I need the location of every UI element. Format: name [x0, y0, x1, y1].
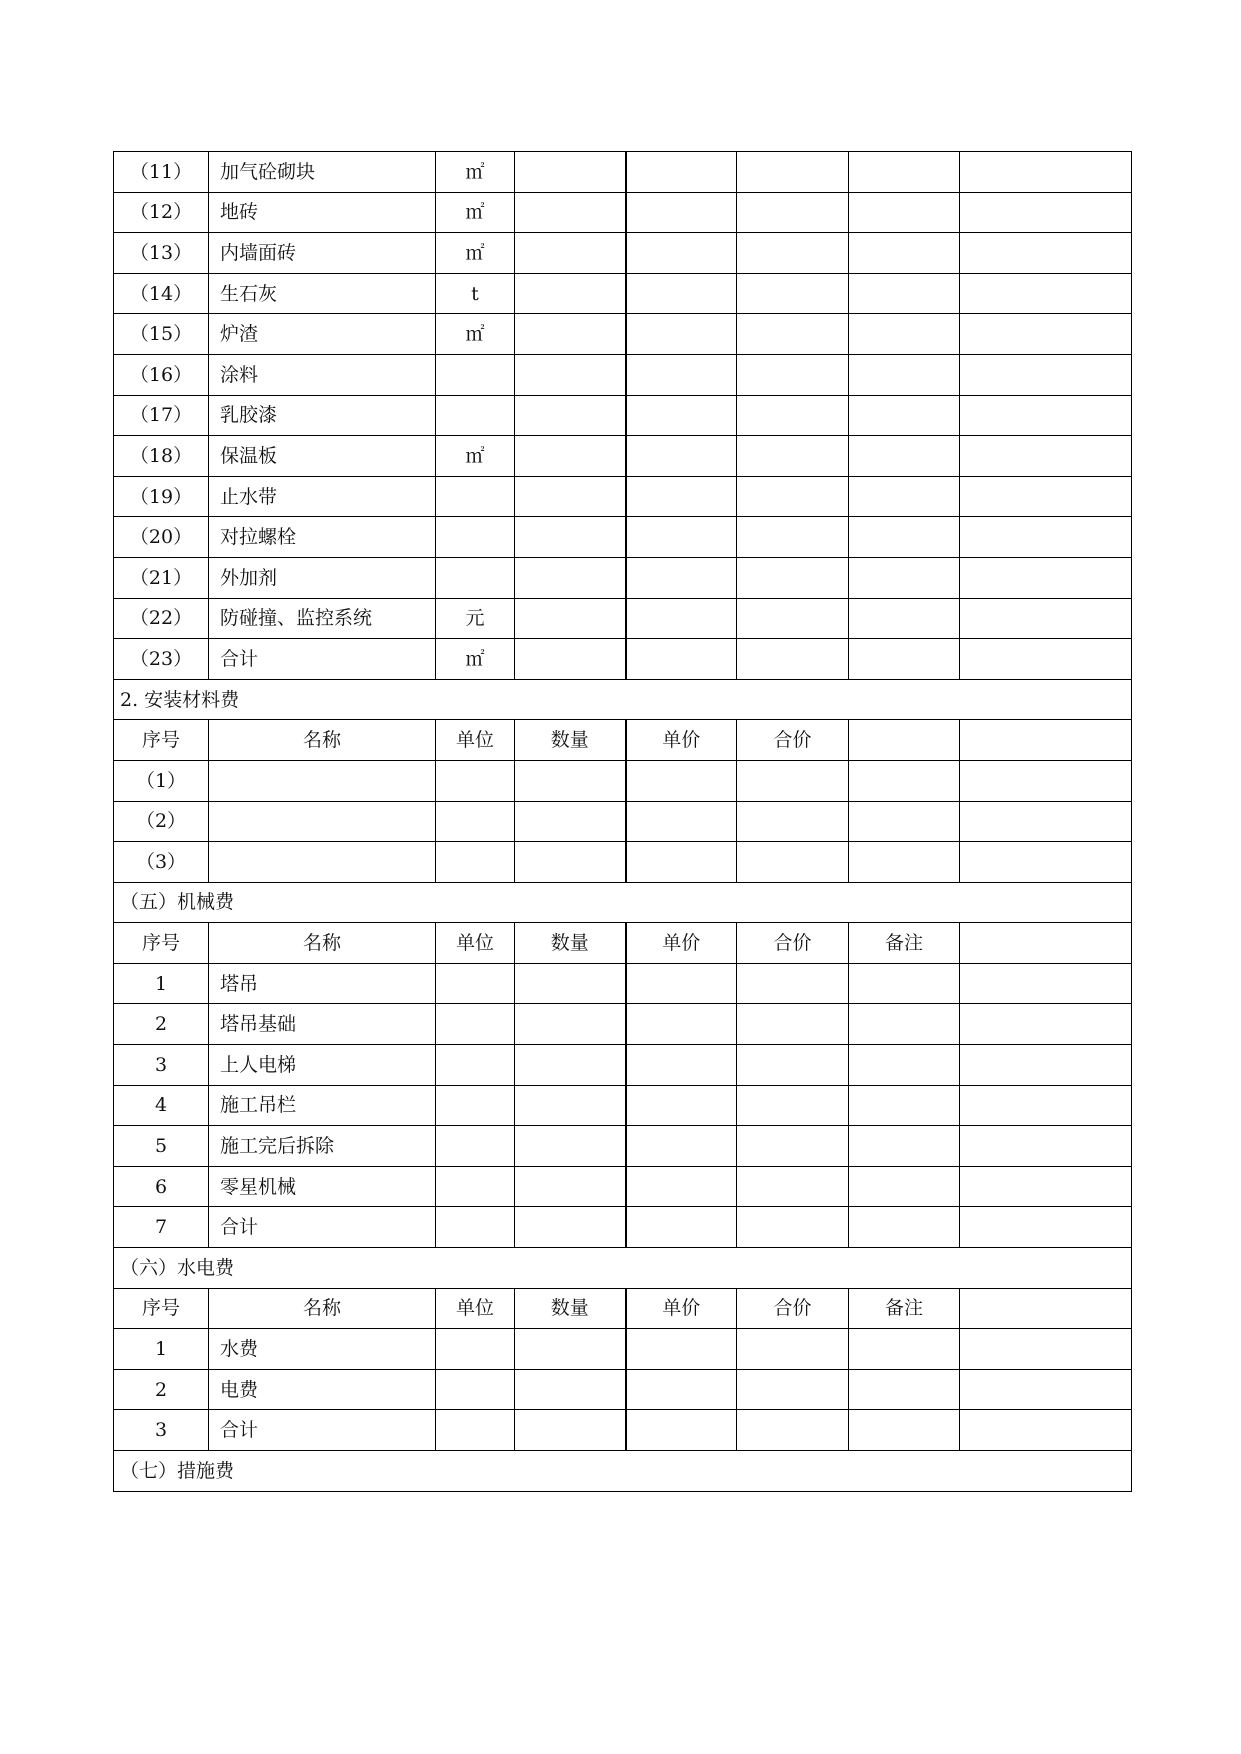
row-quantity-cell [515, 1085, 626, 1126]
row-quantity-cell [515, 1410, 626, 1451]
row-number-cell: （2） [114, 801, 209, 842]
header-unit: 单位 [436, 923, 515, 964]
row-unit-price-cell [626, 354, 737, 395]
row-total-price-cell [737, 639, 849, 680]
row-name-cell [209, 760, 436, 801]
row-extra-cell [960, 1126, 1132, 1167]
row-extra-cell [960, 1045, 1132, 1086]
row-quantity-cell [515, 842, 626, 883]
row-remark-cell [849, 152, 960, 193]
row-number-cell: （23） [114, 639, 209, 680]
header-number: 序号 [114, 720, 209, 761]
utilities-row [114, 1410, 1132, 1451]
row-number-cell: 1 [114, 1329, 209, 1370]
row-unit-price-cell [626, 476, 737, 517]
header-remark [849, 720, 960, 761]
row-number-cell: （19） [114, 476, 209, 517]
row-unit-price-cell [626, 1207, 737, 1248]
row-name-cell: 电费 [209, 1369, 436, 1410]
row-extra-cell [960, 354, 1132, 395]
machinery-row [114, 1207, 1132, 1248]
row-remark-cell [849, 1166, 960, 1207]
row-remark-cell [849, 1126, 960, 1167]
header-unit: 单位 [436, 720, 515, 761]
row-quantity-cell [515, 517, 626, 558]
row-quantity-cell [515, 1004, 626, 1045]
row-name-cell: 地砖 [209, 192, 436, 233]
row-unit-price-cell [626, 598, 737, 639]
row-total-price-cell [737, 1085, 849, 1126]
row-name-cell: 施工吊栏 [209, 1085, 436, 1126]
row-remark-cell [849, 233, 960, 274]
measures-section [114, 1451, 1132, 1492]
machinery-row [114, 1085, 1132, 1126]
row-unit-price-cell [626, 395, 737, 436]
header-name: 名称 [209, 1288, 436, 1329]
row-quantity-cell [515, 1045, 626, 1086]
row-number-cell: （15） [114, 314, 209, 355]
utilities-row [114, 1369, 1132, 1410]
row-unit-cell: ㎡ [436, 639, 515, 680]
row-total-price-cell [737, 314, 849, 355]
header-total-price: 合价 [737, 923, 849, 964]
row-number-cell: 5 [114, 1126, 209, 1167]
row-remark-cell [849, 1329, 960, 1370]
row-quantity-cell [515, 639, 626, 680]
row-quantity-cell [515, 557, 626, 598]
material-row [114, 273, 1132, 314]
row-unit-cell: ㎡ [436, 314, 515, 355]
row-quantity-cell [515, 1207, 626, 1248]
row-name-cell: 乳胶漆 [209, 395, 436, 436]
row-unit-cell: ㎡ [436, 152, 515, 193]
row-unit-price-cell [626, 436, 737, 477]
row-total-price-cell [737, 395, 849, 436]
row-unit-cell [436, 1207, 515, 1248]
row-extra-cell [960, 1166, 1132, 1207]
row-number-cell: 4 [114, 1085, 209, 1126]
row-extra-cell [960, 192, 1132, 233]
row-number-cell: （1） [114, 760, 209, 801]
row-total-price-cell [737, 1207, 849, 1248]
section-title: （七）措施费 [114, 1451, 1132, 1492]
row-remark-cell [849, 1004, 960, 1045]
row-remark-cell [849, 1369, 960, 1410]
machinery-row [114, 1166, 1132, 1207]
row-remark-cell [849, 436, 960, 477]
row-name-cell: 炉渣 [209, 314, 436, 355]
header-extra [960, 1288, 1132, 1329]
header-quantity: 数量 [515, 923, 626, 964]
row-total-price-cell [737, 517, 849, 558]
row-total-price-cell [737, 273, 849, 314]
row-name-cell: 防碰撞、监控系统 [209, 598, 436, 639]
row-name-cell: 塔吊基础 [209, 1004, 436, 1045]
row-extra-cell [960, 1207, 1132, 1248]
row-extra-cell [960, 273, 1132, 314]
row-unit-price-cell [626, 1126, 737, 1167]
row-number-cell: 3 [114, 1045, 209, 1086]
row-name-cell: 水费 [209, 1329, 436, 1370]
row-extra-cell [960, 1369, 1132, 1410]
header-row [114, 720, 1132, 761]
row-number-cell: 7 [114, 1207, 209, 1248]
row-quantity-cell [515, 476, 626, 517]
row-unit-cell [436, 1126, 515, 1167]
section-title: （六）水电费 [114, 1248, 1132, 1289]
row-total-price-cell [737, 1369, 849, 1410]
row-extra-cell [960, 1329, 1132, 1370]
row-unit-price-cell [626, 1369, 737, 1410]
row-number-cell: （13） [114, 233, 209, 274]
row-total-price-cell [737, 476, 849, 517]
row-extra-cell [960, 1410, 1132, 1451]
section-title: 2. 安装材料费 [114, 679, 1132, 720]
row-extra-cell [960, 233, 1132, 274]
machinery-row [114, 1126, 1132, 1167]
row-unit-cell [436, 1045, 515, 1086]
row-number-cell: （20） [114, 517, 209, 558]
install-row [114, 842, 1132, 883]
machinery-row [114, 1004, 1132, 1045]
row-unit-price-cell [626, 557, 737, 598]
row-unit-price-cell [626, 963, 737, 1004]
row-total-price-cell [737, 1045, 849, 1086]
row-quantity-cell [515, 152, 626, 193]
row-number-cell: （18） [114, 436, 209, 477]
row-remark-cell [849, 517, 960, 558]
header-extra [960, 923, 1132, 964]
row-extra-cell [960, 842, 1132, 883]
row-name-cell: 生石灰 [209, 273, 436, 314]
row-remark-cell [849, 314, 960, 355]
row-unit-price-cell [626, 1166, 737, 1207]
row-name-cell: 塔吊 [209, 963, 436, 1004]
row-remark-cell [849, 598, 960, 639]
row-number-cell: 1 [114, 963, 209, 1004]
header-remark: 备注 [849, 923, 960, 964]
header-row [114, 923, 1132, 964]
row-remark-cell [849, 1045, 960, 1086]
header-number: 序号 [114, 923, 209, 964]
header-total-price: 合价 [737, 1288, 849, 1329]
row-unit-cell [436, 1329, 515, 1370]
row-name-cell: 外加剂 [209, 557, 436, 598]
row-remark-cell [849, 395, 960, 436]
row-unit-price-cell [626, 1329, 737, 1370]
row-unit-cell [436, 354, 515, 395]
row-extra-cell [960, 517, 1132, 558]
row-name-cell: 对拉螺栓 [209, 517, 436, 558]
row-total-price-cell [737, 354, 849, 395]
row-unit-cell [436, 395, 515, 436]
material-row [114, 476, 1132, 517]
row-number-cell: （21） [114, 557, 209, 598]
header-unit-price: 单价 [626, 923, 737, 964]
row-remark-cell [849, 1410, 960, 1451]
row-remark-cell [849, 476, 960, 517]
section-title: （五）机械费 [114, 882, 1132, 923]
row-remark-cell [849, 639, 960, 680]
row-remark-cell [849, 1085, 960, 1126]
row-quantity-cell [515, 1369, 626, 1410]
header-number: 序号 [114, 1288, 209, 1329]
row-unit-price-cell [626, 314, 737, 355]
row-unit-cell: t [436, 273, 515, 314]
material-row [114, 639, 1132, 680]
row-unit-cell [436, 842, 515, 883]
row-extra-cell [960, 801, 1132, 842]
row-number-cell: （11） [114, 152, 209, 193]
row-number-cell: 2 [114, 1369, 209, 1410]
install-row [114, 760, 1132, 801]
row-extra-cell [960, 152, 1132, 193]
row-unit-price-cell [626, 1045, 737, 1086]
row-quantity-cell [515, 273, 626, 314]
row-remark-cell [849, 1207, 960, 1248]
row-unit-price-cell [626, 273, 737, 314]
row-total-price-cell [737, 1410, 849, 1451]
row-number-cell: （22） [114, 598, 209, 639]
material-row [114, 354, 1132, 395]
row-unit-price-cell [626, 1410, 737, 1451]
header-total-price: 合价 [737, 720, 849, 761]
header-name: 名称 [209, 923, 436, 964]
row-extra-cell [960, 1004, 1132, 1045]
row-unit-cell [436, 1369, 515, 1410]
row-extra-cell [960, 598, 1132, 639]
install-material-section [114, 679, 1132, 720]
row-unit-cell: ㎡ [436, 192, 515, 233]
row-unit-cell [436, 517, 515, 558]
row-unit-cell [436, 557, 515, 598]
row-unit-cell: ㎡ [436, 233, 515, 274]
row-quantity-cell [515, 395, 626, 436]
material-row [114, 598, 1132, 639]
row-extra-cell [960, 639, 1132, 680]
row-number-cell: （14） [114, 273, 209, 314]
machinery-section [114, 882, 1132, 923]
row-unit-cell [436, 1085, 515, 1126]
row-total-price-cell [737, 598, 849, 639]
row-name-cell: 加气砼砌块 [209, 152, 436, 193]
row-unit-price-cell [626, 801, 737, 842]
row-remark-cell [849, 354, 960, 395]
row-unit-cell: 元 [436, 598, 515, 639]
row-total-price-cell [737, 192, 849, 233]
header-quantity: 数量 [515, 720, 626, 761]
row-name-cell [209, 842, 436, 883]
row-extra-cell [960, 314, 1132, 355]
material-row [114, 436, 1132, 477]
row-unit-price-cell [626, 842, 737, 883]
row-total-price-cell [737, 842, 849, 883]
row-quantity-cell [515, 1126, 626, 1167]
header-remark: 备注 [849, 1288, 960, 1329]
row-remark-cell [849, 963, 960, 1004]
row-extra-cell [960, 760, 1132, 801]
header-unit-price: 单价 [626, 1288, 737, 1329]
row-number-cell: （12） [114, 192, 209, 233]
row-name-cell: 上人电梯 [209, 1045, 436, 1086]
row-unit-cell [436, 1166, 515, 1207]
row-unit-cell [436, 1410, 515, 1451]
row-quantity-cell [515, 314, 626, 355]
material-row [114, 314, 1132, 355]
material-row [114, 233, 1132, 274]
row-unit-price-cell [626, 233, 737, 274]
row-unit-price-cell [626, 1085, 737, 1126]
row-unit-cell [436, 1004, 515, 1045]
header-name: 名称 [209, 720, 436, 761]
row-extra-cell [960, 436, 1132, 477]
row-quantity-cell [515, 436, 626, 477]
row-number-cell: （17） [114, 395, 209, 436]
material-row [114, 517, 1132, 558]
row-number-cell: 6 [114, 1166, 209, 1207]
row-remark-cell [849, 273, 960, 314]
row-name-cell: 涂料 [209, 354, 436, 395]
row-extra-cell [960, 1085, 1132, 1126]
row-remark-cell [849, 760, 960, 801]
material-row [114, 557, 1132, 598]
header-row [114, 1288, 1132, 1329]
row-remark-cell [849, 192, 960, 233]
row-total-price-cell [737, 1126, 849, 1167]
row-quantity-cell [515, 1329, 626, 1370]
row-quantity-cell [515, 801, 626, 842]
row-quantity-cell [515, 598, 626, 639]
row-quantity-cell [515, 1166, 626, 1207]
row-unit-cell [436, 801, 515, 842]
row-number-cell: （3） [114, 842, 209, 883]
row-unit-price-cell [626, 152, 737, 193]
row-number-cell: 2 [114, 1004, 209, 1045]
row-total-price-cell [737, 801, 849, 842]
row-total-price-cell [737, 557, 849, 598]
row-total-price-cell [737, 963, 849, 1004]
row-remark-cell [849, 801, 960, 842]
row-name-cell: 保温板 [209, 436, 436, 477]
row-name-cell: 合计 [209, 1207, 436, 1248]
row-unit-price-cell [626, 760, 737, 801]
header-unit-price: 单价 [626, 720, 737, 761]
header-unit: 单位 [436, 1288, 515, 1329]
row-unit-cell: ㎡ [436, 436, 515, 477]
row-name-cell: 内墙面砖 [209, 233, 436, 274]
row-total-price-cell [737, 1004, 849, 1045]
row-quantity-cell [515, 963, 626, 1004]
row-remark-cell [849, 557, 960, 598]
row-number-cell: （16） [114, 354, 209, 395]
row-unit-cell [436, 476, 515, 517]
row-quantity-cell [515, 760, 626, 801]
row-unit-price-cell [626, 192, 737, 233]
row-name-cell: 合计 [209, 1410, 436, 1451]
machinery-row [114, 963, 1132, 1004]
row-name-cell: 零星机械 [209, 1166, 436, 1207]
row-quantity-cell [515, 354, 626, 395]
material-row [114, 152, 1132, 193]
row-quantity-cell [515, 192, 626, 233]
material-row [114, 395, 1132, 436]
row-extra-cell [960, 963, 1132, 1004]
machinery-row [114, 1045, 1132, 1086]
row-unit-cell [436, 760, 515, 801]
cost-table [113, 151, 1132, 1492]
row-extra-cell [960, 395, 1132, 436]
row-extra-cell [960, 476, 1132, 517]
row-unit-cell [436, 963, 515, 1004]
row-total-price-cell [737, 1329, 849, 1370]
row-name-cell: 施工完后拆除 [209, 1126, 436, 1167]
row-total-price-cell [737, 760, 849, 801]
row-total-price-cell [737, 152, 849, 193]
row-unit-price-cell [626, 1004, 737, 1045]
row-total-price-cell [737, 436, 849, 477]
row-unit-price-cell [626, 639, 737, 680]
row-name-cell: 合计 [209, 639, 436, 680]
row-quantity-cell [515, 233, 626, 274]
row-total-price-cell [737, 1166, 849, 1207]
install-row [114, 801, 1132, 842]
header-quantity: 数量 [515, 1288, 626, 1329]
row-unit-price-cell [626, 517, 737, 558]
header-extra [960, 720, 1132, 761]
utilities-section [114, 1248, 1132, 1289]
row-remark-cell [849, 842, 960, 883]
row-total-price-cell [737, 233, 849, 274]
row-name-cell [209, 801, 436, 842]
material-row [114, 192, 1132, 233]
row-number-cell: 3 [114, 1410, 209, 1451]
utilities-row [114, 1329, 1132, 1370]
row-extra-cell [960, 557, 1132, 598]
row-name-cell: 止水带 [209, 476, 436, 517]
